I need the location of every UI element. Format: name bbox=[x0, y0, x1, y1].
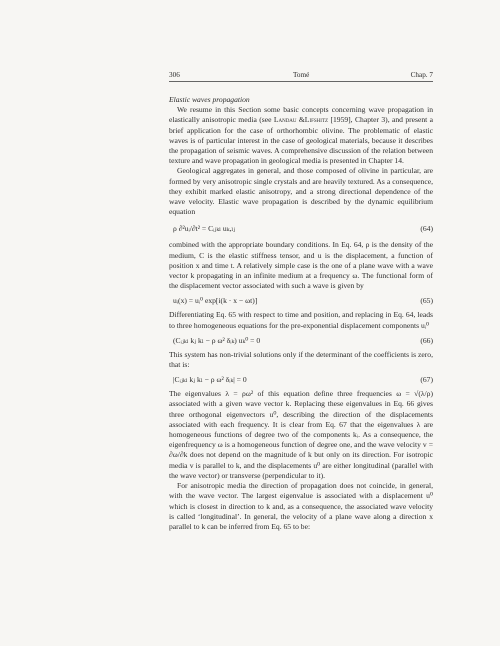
equation-65 bbox=[169, 295, 433, 306]
page-number: 306 bbox=[169, 71, 180, 79]
equation-66-number: (66) bbox=[420, 335, 433, 345]
paragraph-4 bbox=[169, 310, 433, 330]
equation-64-number: (64) bbox=[420, 224, 433, 234]
equation-66 bbox=[169, 335, 433, 346]
paragraph-4-text: Differentiating Eq. 65 with respect to time and position, and replacing in Eq. 64, leads to three homogeneous equations for the pre-exponential displacement components bbox=[169, 310, 433, 330]
paragraph-1-text-a: We resume in this Section some basic concepts concerning wave propagation in elastically anisotropic media (see bbox=[169, 105, 433, 125]
running-title: Tomé bbox=[293, 71, 310, 79]
chapter-label: Chap. 7 bbox=[410, 71, 433, 79]
section-title: Elastic waves propagation bbox=[169, 95, 250, 104]
paragraph-5: This system has non-trivial solutions only if the determinant of the coefficients is zero, that is: bbox=[169, 349, 433, 370]
paragraph-3: combined with the appropriate boundary conditions. In Eq. 64, ρ is the density of the medium, C is the elastic stiffness tensor, and u is the displacement, a function of position x and time t. A relatively simple case is the one of a plane wave with a wave vector k propagating in an infinite medium at a frequency ω. The functional form of the displacement vector associated with such a wave is given by bbox=[169, 240, 433, 291]
equation-64 bbox=[169, 223, 433, 234]
paragraph-2: Geological aggregates in general, and those composed of olivine in particular, are formed by very anisotropic single crystals and are heavily textured. As a consequence, they exhibit marked elastic anisotropy, and a strong directional dependence of the wave velocity. Elastic wave propagation is described by the dynamic equilibrium equation bbox=[169, 166, 433, 217]
equation-67 bbox=[169, 374, 433, 385]
paragraph-4-symbol: uᵢ⁰ bbox=[421, 320, 430, 330]
paragraph-6: The eigenvalues λ = ρω² of this equation define three frequencies ω = √(λ/ρ) associated with a given wave vector k. Replacing these eigenvalues in Eq. 66 gives three orthogonal eigenvectors u⁰, describing the direction of the displacements associated with each frequency. It is clear from Eq. 67 that the eigenvalues λ are homogeneous functions of degree two of the components kᵢ. As a consequence, the eigenfrequency ω is a homogeneous function of degree one, and the wave velocity v = ∂ω/∂k does not depend on the magnitude of k but only on its direction. For isotropic media v is parallel to k, and the displacements u⁰ are either longitudinal (parallel with the wave vector) or transverse (perpendicular to it). bbox=[169, 389, 433, 480]
paragraph-7: For anisotropic media the direction of propagation does not coincide, in general, with the wave vector. The largest eigenvalue is associated with a displacement u⁰ which is closest in direction to k and, as a consequence, the associated wave velocity is called ‘longitudinal’. In general, the velocity of a plane wave along a direction x parallel to k can be inferred from Eq. 65 to be: bbox=[169, 481, 433, 531]
body-text bbox=[169, 95, 433, 532]
paragraph-1 bbox=[169, 105, 433, 166]
equation-65-number: (65) bbox=[420, 296, 433, 306]
page-header bbox=[169, 69, 433, 81]
equation-67-number: (67) bbox=[420, 375, 433, 385]
header-rule bbox=[169, 81, 433, 82]
paragraph-1-text-b: [1959], Chapter 3), and present a brief application for the case of orthorhombic olivine. The problematic of elastic waves is of particular interest in the case of geological materials, because it describes the propagation of seismic waves. A comprehensive discussion of the relation between texture and wave propagation in geological media is presented in Chapter 14. bbox=[169, 115, 434, 166]
equation-64-expression: ρ ∂²uᵢ/∂t² = Cᵢⱼₖₗ uₖ,ₗⱼ bbox=[173, 224, 236, 234]
equation-66-expression: (Cᵢⱼₖₗ kⱼ kₗ − ρ ω² δᵢₖ) uₖ⁰ = 0 bbox=[173, 335, 261, 345]
equation-67-expression: |Cᵢⱼₖₗ kⱼ kₗ − ρ ω² δᵢₖ| = 0 bbox=[173, 375, 247, 385]
citation-reference: Landau &Lifshitz bbox=[273, 115, 329, 125]
equation-65-expression: uᵢ(x) = uᵢ⁰ exp[i(k · x − ωt)] bbox=[173, 296, 258, 306]
